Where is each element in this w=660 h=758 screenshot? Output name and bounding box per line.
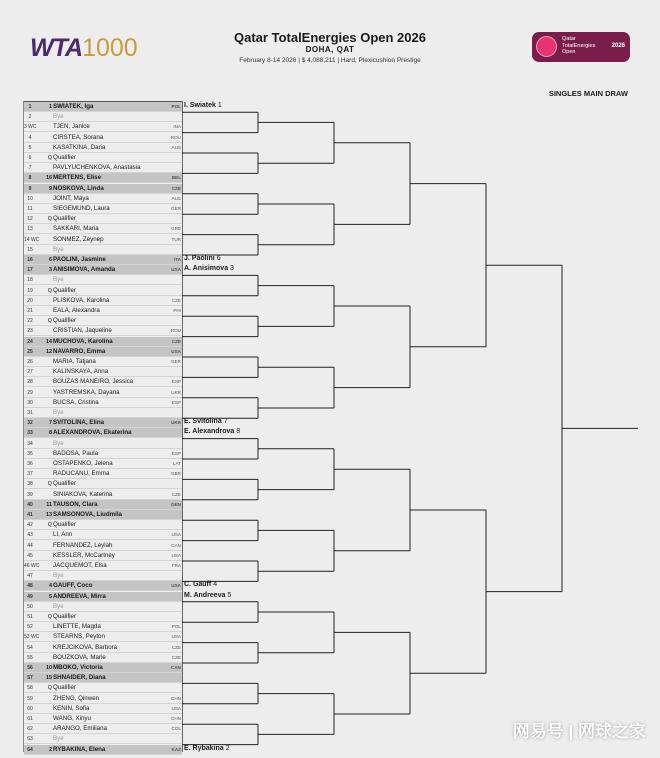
draw-position: 48 [27,583,33,590]
seed-label: 14 [46,338,52,345]
seed-label: 12 [46,348,52,355]
advanced-player-seed: 5 [227,591,232,599]
watermark: 网易号 | 网球之家 [512,722,646,741]
draw-position: 53 WC [24,634,40,641]
draw-position: 50 [27,603,33,610]
draw-entry-row [24,245,182,255]
player-name: KASATKINA, Daria [53,143,106,151]
player-name: WANG, Xinyu [53,715,91,722]
seed-label: Q [47,481,52,488]
advanced-player [184,745,230,752]
player-name: MUCHOVA, Karolina [53,337,113,345]
player-name: Bye [53,245,64,253]
draw-entry-row [24,530,182,540]
nationality: AUS [171,144,181,150]
draw-entry-row [24,306,182,316]
wta-tier-text: 1000 [82,34,138,62]
draw-position: 57 [27,675,33,682]
draw-position: 63 [27,736,33,743]
seed-label: Q [47,216,52,223]
draw-position: 15 [27,246,33,253]
draw-entry-row [24,663,182,673]
seed-label: Q [47,522,52,529]
player-name: PAOLINI, Jasmine [53,256,106,263]
player-name: Bye [53,113,64,121]
draw-position: 33 [27,430,33,437]
player-name: Qualifier [53,286,77,294]
draw-entry-row [24,734,182,744]
nationality: CZE [171,338,181,344]
draw-position: 41 [27,512,33,518]
draw-entry-row [24,704,182,714]
player-name: SHNAIDER, Diana [53,674,106,682]
nationality: GER [171,359,181,364]
draw-position: 18 [27,277,33,284]
player-name: SWIATEK, Iga [53,103,94,110]
draw-entry-row [24,184,182,194]
draw-entry-row [24,122,182,132]
draw-position: 25 [27,348,33,355]
advanced-player [184,418,228,425]
nationality: USA [171,552,181,558]
player-name: PLISKOVA, Karolina [53,296,110,304]
draw-position: 60 [27,705,33,712]
tennis-ball-icon [536,36,557,57]
nationality: COL [171,726,181,732]
nationality: UKR [171,389,181,395]
nationality: POL [171,624,181,630]
draw-position: 13 [27,226,33,233]
draw-position: 16 [27,257,33,263]
player-name: OSTAPENKO, Jelena [53,460,113,467]
advanced-player-name: A. Anisimova [184,265,229,273]
player-name: SAMSONOVA, Liudmila [53,511,122,518]
draw-entry-row [24,377,182,387]
draw-position: 47 [27,573,33,580]
draw-position: 31 [27,410,33,416]
draw-entry-row [24,357,182,367]
seed-label: 13 [46,512,52,518]
nationality: USA [171,267,181,273]
draw-entry-row [24,133,182,143]
draw-position: 30 [27,399,33,406]
seed-label: 5 [49,593,52,600]
advanced-player [184,592,231,599]
draw-entry-row [24,255,182,265]
player-name: CIRSTEA, Sorana [53,133,104,141]
draw-position: 12 [27,216,33,223]
draw-entry-row [24,459,182,469]
draw-entry-row [24,428,182,438]
draw-position: 64 [27,746,33,753]
nationality: CZE [171,491,181,497]
draw-entry-row [24,439,182,449]
player-name: KESSLER, McCartney [53,551,115,559]
wta-logo-text: WTA [30,34,83,62]
player-name: Qualifier [53,684,77,692]
seed-label: 15 [46,675,52,682]
draw-entry-row [24,643,182,653]
draw-entry-row [24,408,182,418]
advanced-player-seed: 6 [216,255,221,262]
seed-label: 8 [49,430,52,437]
nationality: PHI [173,308,181,313]
player-name: NAVARRO, Emma [53,347,106,355]
player-name: Bye [53,602,64,610]
nationality: INA [173,124,181,130]
draw-entry-row [24,367,182,377]
player-name: MARIA, Tatjana [53,358,96,365]
nationality: GBR [171,471,181,477]
advanced-player-name: E. Alexandrova [184,428,235,436]
draw-entry-row [24,398,182,408]
draw-position: 42 [27,522,33,529]
nationality: CZE [171,297,181,303]
draw-entry-row [24,724,182,734]
player-name: SVITOLINA, Elina [53,419,105,427]
event-logo-line3: Open [562,49,576,55]
advanced-player [184,265,234,272]
draw-entry-row [24,388,182,398]
draw-entry-row [24,571,182,581]
advanced-player-seed: 3 [230,265,234,273]
seed-label: 7 [49,420,52,427]
draw-entry-row [24,510,182,520]
draw-entry-row [24,592,182,602]
draw-position: 36 [27,461,33,467]
advanced-player-name: E. Svitolina [184,418,222,426]
draw-position: 56 [27,665,33,671]
draw-position: 19 [27,287,33,294]
nationality: ESP [171,379,181,385]
nationality: FRA [171,563,181,568]
draw-entry-row [24,418,182,428]
player-name: JACQUEMOT, Elsa [53,562,107,569]
draw-entry-row [24,153,182,163]
draw-position: 5 [28,144,32,151]
seed-label: Q [47,614,52,620]
nationality: TUR [171,236,181,242]
advanced-player [184,102,222,109]
draw-entry-row [24,500,182,510]
draw-entry-row [24,622,182,632]
draw-position: 17 [27,267,33,274]
draw-position: 21 [27,308,33,314]
nationality: USA [171,634,181,640]
seed-label: 4 [49,583,52,590]
draw-position: 59 [27,695,33,702]
event-logo-text [562,36,595,56]
nationality: CHN [171,716,181,721]
player-name: FERNANDEZ, Leylah [53,541,113,549]
player-name: LI, Ann [53,531,73,539]
player-name: Qualifier [53,317,77,325]
draw-position: 11 [27,206,33,212]
player-name: PAVLYUCHENKOVA, Anastasia [53,164,141,172]
draw-entry-row [24,316,182,326]
player-name: STEARNS, Peyton [53,633,105,641]
draw-position: 37 [27,471,33,478]
draw-position: 23 [27,328,33,335]
player-name: RADUCANU, Emma [53,470,110,478]
draw-entry-row [24,163,182,173]
nationality: ROU [170,328,181,334]
seed-label: Q [47,155,52,161]
player-name: KALINSKAYA, Anna [53,368,109,376]
player-name: Qualifier [53,480,77,488]
nationality: CZE [171,654,181,660]
player-name: Qualifier [53,215,77,223]
tournament-location: DOHA, QAT [305,45,355,54]
draw-entry-row [24,286,182,296]
nationality: ESP [171,450,181,456]
nationality: GRE [171,226,181,232]
event-logo-line2: TotalEnergies [562,42,596,49]
player-name: Bye [53,735,64,743]
nationality: CAN [171,665,181,670]
draw-entry-row [24,479,182,489]
player-name: SAKKARI, Maria [53,225,99,233]
advanced-player-seed: 1 [217,102,222,109]
seed-label: 3 [49,267,52,274]
draw-entry-row [24,490,182,500]
nationality: USA [171,348,181,354]
nationality: LAT [172,461,181,466]
player-name: MBOKO, Victoria [53,664,103,671]
event-logo-line1: Qatar [562,36,576,42]
player-name: Qualifier [53,154,77,161]
advanced-player-name: M. Andreeva [184,591,226,599]
advanced-player [184,581,217,588]
player-name: SINIAKOVA, Katerina [53,490,113,498]
player-name: Bye [53,439,64,447]
player-name: MERTENS, Elise [53,174,102,182]
draw-position: 43 [27,532,33,539]
draw-position: 34 [27,440,33,447]
draw-entry-row [24,745,182,755]
draw-position: 4 [28,134,32,141]
player-name: TJEN, Janice [53,123,90,131]
draw-entry-row [24,224,182,234]
seed-label: 10 [46,665,52,671]
player-name: JOINT, Maya [53,194,89,202]
advanced-player-name: E. Rybakina [184,744,224,752]
nationality: DEN [171,501,181,507]
player-name: Qualifier [53,521,77,529]
wta-logo [30,34,138,63]
nationality: USA [171,705,181,711]
draw-position: 45 [27,552,33,559]
advanced-player-seed: 8 [236,428,241,436]
draw-entry-row [24,561,182,571]
draw-position: 29 [27,389,33,396]
draw-position: 38 [27,481,33,488]
draw-position: 32 [27,420,33,427]
tournament-title: Qatar TotalEnergies Open 2026 [234,30,426,45]
draw-position: 10 [27,195,33,202]
draw-entry-row [24,265,182,275]
draw-position: 3 WC [24,124,37,131]
draw-position: 6 [28,155,32,161]
draw-entry-row [24,275,182,285]
player-name: BADOSA, Paula [53,449,99,457]
player-name: CRISTIAN, Jaqueline [53,327,112,335]
draw-position: 28 [27,379,33,386]
advanced-player [184,428,240,435]
player-name: LINETTE, Magda [53,623,101,631]
player-name: BOUZKOVA, Marie [53,653,106,661]
player-name: Qualifier [53,613,77,620]
draw-position: 26 [27,359,33,365]
nationality: GER [171,206,181,211]
seed-label: 11 [46,501,52,508]
draw-entry-row [24,469,182,479]
nationality: AUS [171,195,181,201]
nationality: CAN [171,542,181,548]
draw-position: 39 [27,491,33,498]
draw-entry-row [24,683,182,693]
draw-position: 24 [27,338,33,345]
draw-entry-row [24,235,182,245]
player-name: Bye [53,276,64,284]
advanced-player-name: J. Paolini [184,255,215,262]
advanced-player-name: I. Swiatek [184,102,216,109]
draw-entry-row [24,694,182,704]
draw-entry-row [24,581,182,591]
draw-position: 9 [28,185,32,192]
event-logo-year: 2026 [611,43,625,49]
draw-position: 22 [27,318,33,325]
player-name: BOUZAS MANEIRO, Jessica [53,378,134,386]
draw-position: 20 [27,297,33,304]
draw-entry-row [24,112,182,122]
player-name: KENIN, Sofia [53,704,90,712]
seed-label: Q [47,318,52,325]
player-name: ZHENG, Qinwen [53,694,100,702]
draw-position: 35 [27,450,33,457]
nationality: UKR [171,420,181,426]
seed-label: Q [47,685,52,692]
nationality: CZE [171,644,181,650]
draw-entry-row [24,102,182,112]
nationality: ESP [171,399,181,405]
advanced-player-seed: 2 [225,744,230,752]
nationality: USA [171,583,181,589]
draw-entry-row [24,541,182,551]
advanced-player-name: C. Gauff [184,581,212,589]
draw-position: 55 [27,654,33,661]
draw-entry-row [24,173,182,183]
tournament-info: February 8-14 2026 | $ 4,088,211 | Hard, Plexicushion Prestige [239,57,421,64]
seed-label: 16 [46,175,52,182]
player-name: SIEGEMUND, Laura [53,205,110,212]
nationality: CHN [171,695,181,701]
player-name: GAUFF, Coco [53,582,93,590]
nationality: ROU [170,134,181,140]
draw-entry-row [24,326,182,336]
player-name: TAUSON, Clara [53,500,98,508]
draw-entry-row [24,714,182,724]
player-name: Bye [53,572,64,580]
advanced-player [184,255,221,262]
draw-entry-row [24,449,182,459]
seed-label: 6 [49,257,52,263]
draw-position: 54 [27,644,33,651]
nationality: ITA [173,257,181,262]
draw-entry-row [24,296,182,306]
draw-entry-row [24,653,182,663]
draw-position: 46 WC [24,563,40,569]
draw-position: 27 [27,369,33,376]
player-name: ALEXANDROVA, Ekaterina [53,429,132,437]
draw-entry-row [24,612,182,622]
draw-position: 51 [27,614,33,620]
nationality: CZE [171,185,181,191]
draw-position: 61 [27,716,33,722]
nationality: BEL [171,175,181,181]
player-name: NOSKOVA, Linda [53,184,104,192]
draw-position: 44 [27,542,33,549]
player-name: RYBAKINA, Elena [53,745,106,753]
draw-entry-row [24,673,182,683]
nationality: USA [171,532,181,538]
draw-entry-row [24,143,182,153]
nationality: POL [171,104,181,109]
seed-label: Q [47,287,52,294]
draw-position: 58 [27,685,33,692]
draw-entry-row [24,214,182,224]
draw-position: 1 [28,104,32,110]
draw-entry-row [24,602,182,612]
draw-entry-row [24,194,182,204]
draw-position: 62 [27,726,33,733]
event-logo [532,32,630,62]
player-name: BUCSA, Cristina [53,398,99,406]
table-right-border [182,101,183,752]
seed-label: 1 [49,104,52,110]
player-name: Bye [53,409,64,416]
advanced-player-seed: 7 [223,418,228,426]
player-name: KREJCIKOVA, Barbora [53,643,118,651]
player-name: ANDREEVA, Mirra [53,592,106,600]
player-name: YASTREMSKA, Dayana [53,388,120,396]
draw-position: 40 [27,501,33,508]
draw-entry-row [24,204,182,214]
draw-position: 14 WC [24,236,40,243]
player-name: ANISIMOVA, Amanda [53,266,116,274]
draw-entry-row [24,337,182,347]
draw-position: 49 [27,593,33,600]
nationality: KAZ [171,746,181,752]
draw-entry-row [24,520,182,530]
player-name: EALA, Alexandra [53,307,100,314]
player-name: SONMEZ, Zeynep [53,235,104,243]
draw-entry-row [24,551,182,561]
player-name: ARANGO, Emiliana [53,725,107,733]
draw-position: 8 [28,175,32,182]
draw-entry-row [24,347,182,357]
draw-position: 2 [28,114,32,121]
seed-label: 9 [49,185,52,192]
draw-position: 7 [28,165,32,172]
draw-entry-row [24,632,182,642]
seed-label: 2 [49,746,52,753]
draw-title: SINGLES MAIN DRAW [548,89,628,98]
draw-position: 52 [27,624,33,631]
advanced-player-seed: 4 [213,581,218,589]
